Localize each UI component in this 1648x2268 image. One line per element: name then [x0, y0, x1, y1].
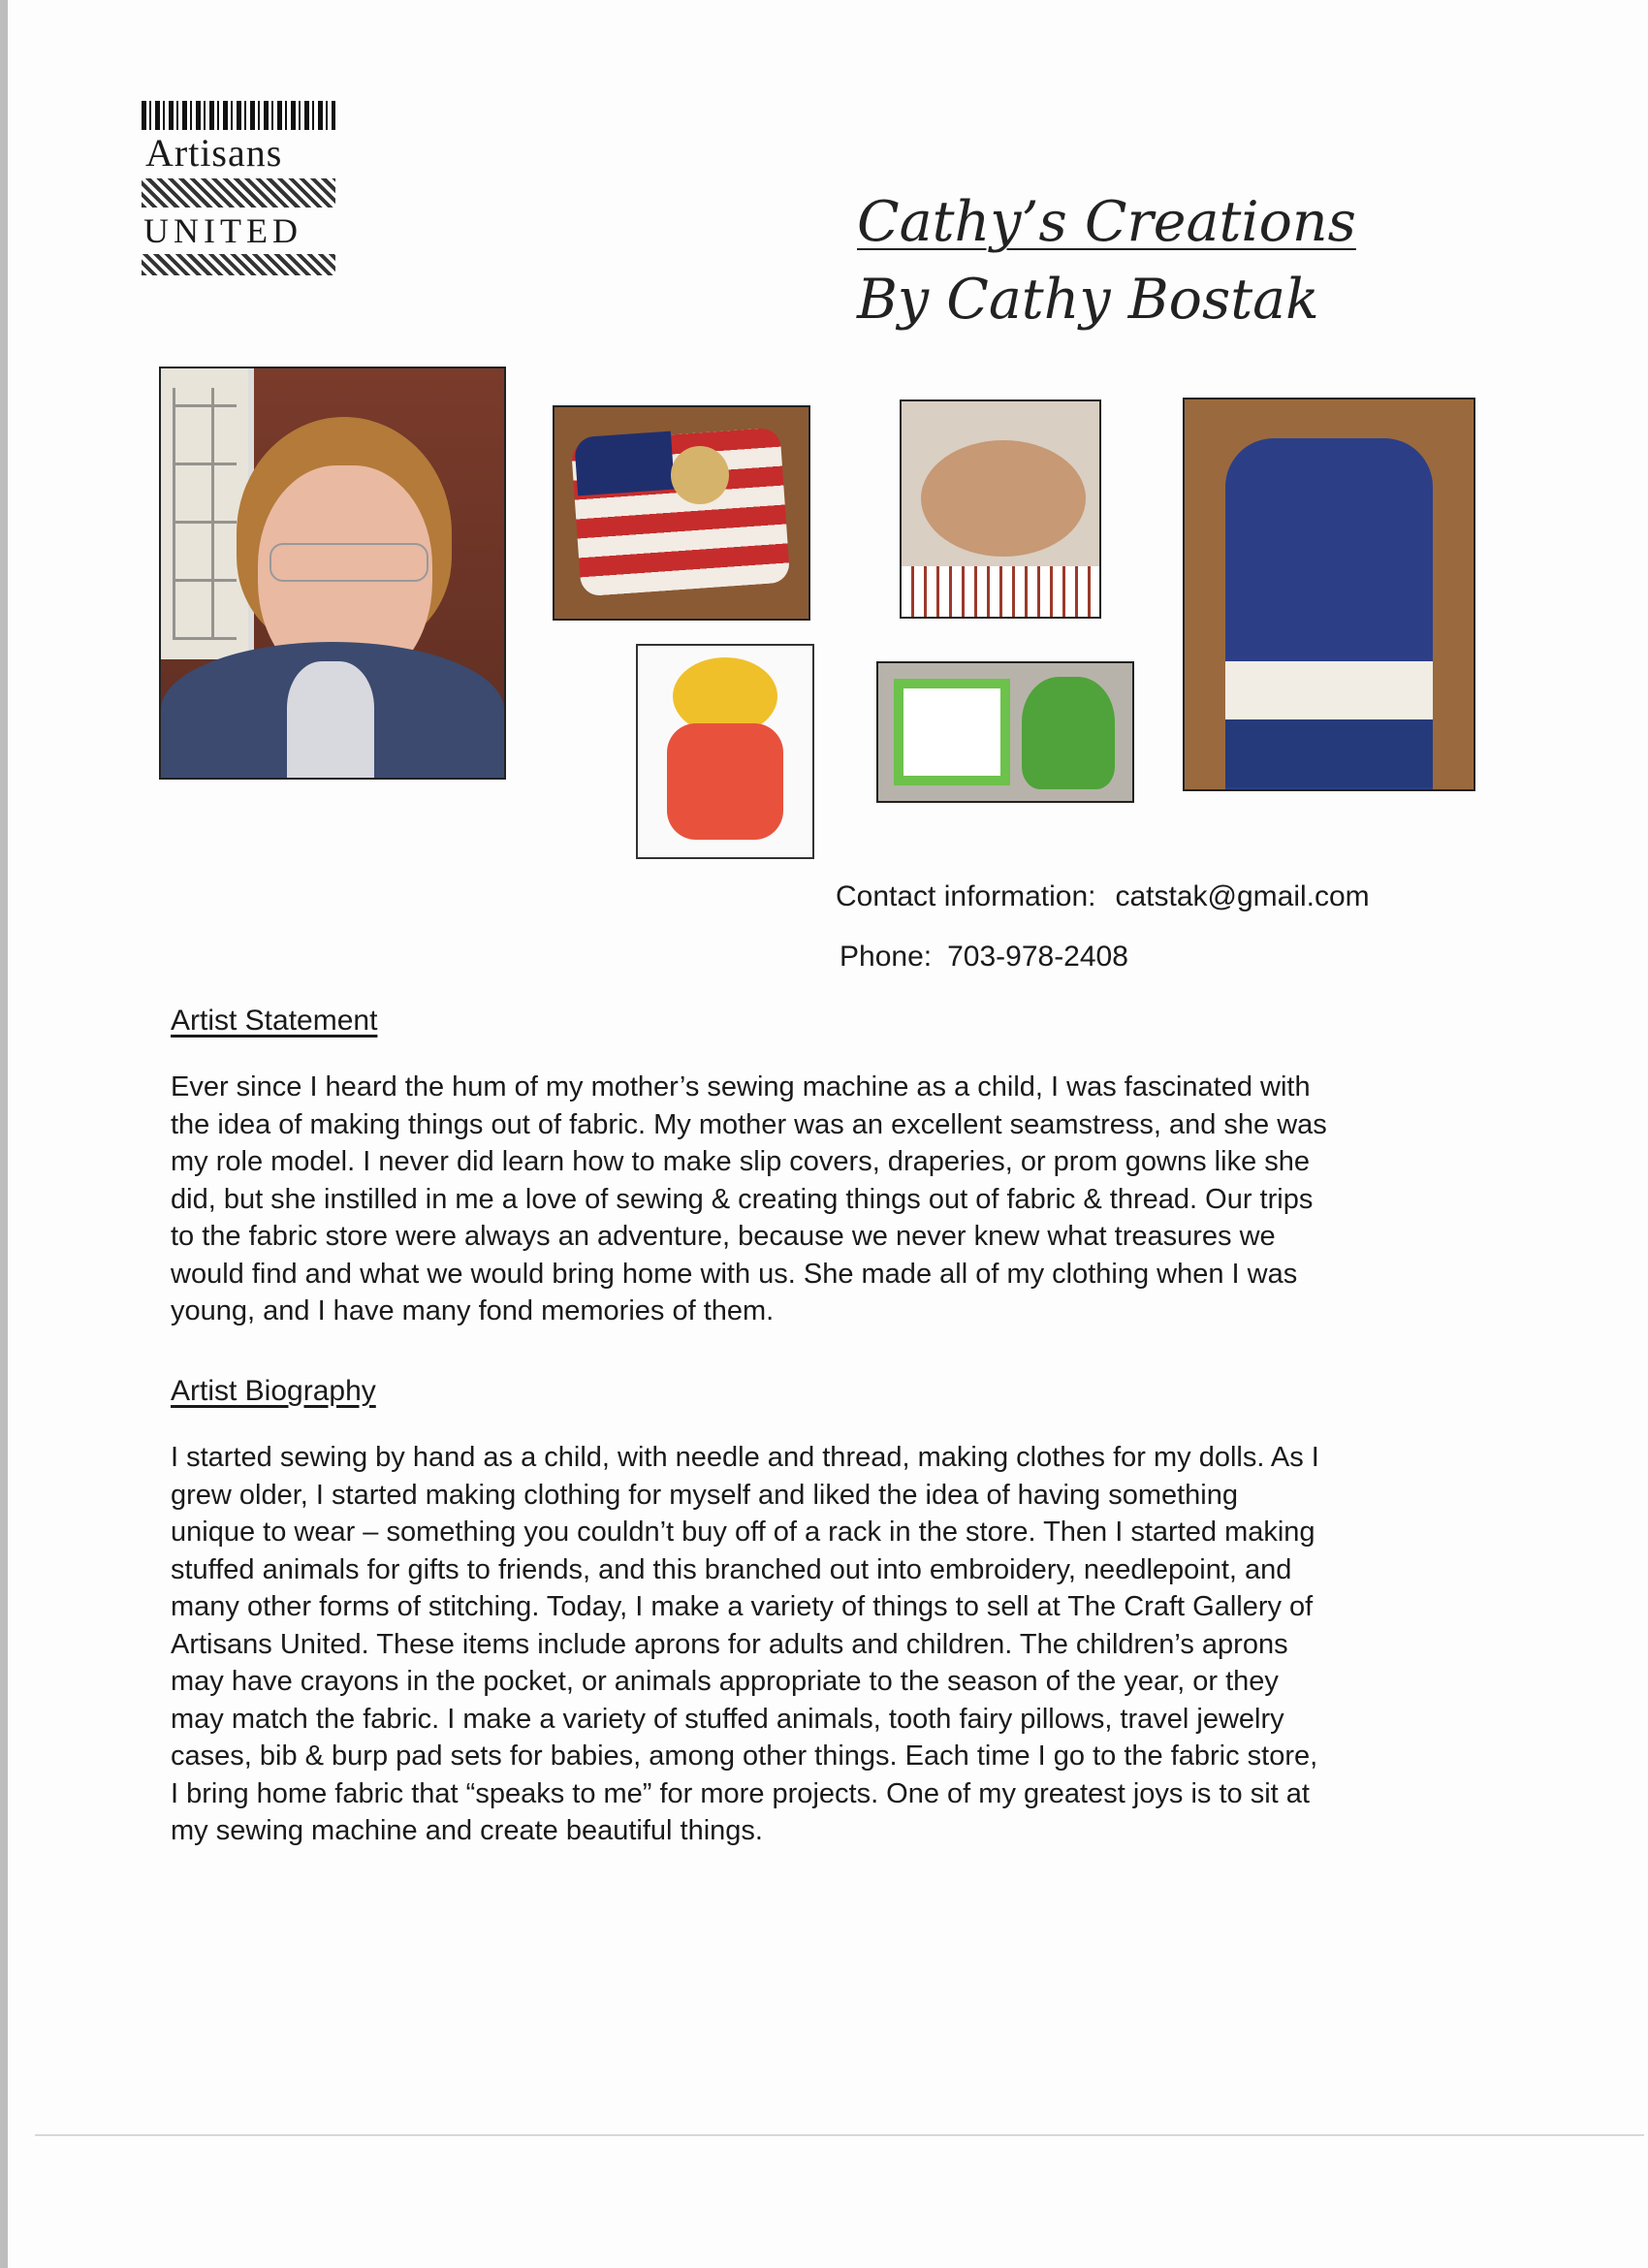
statement-line: my role model. I never did learn how to make slip covers, draperies, or prom gowns like she — [171, 1146, 1311, 1177]
contact-info — [836, 880, 1370, 913]
pillow-canton — [574, 431, 675, 496]
biography-line: may have crayons in the pocket, or animals appropriate to the season of the year, or they — [171, 1666, 1279, 1697]
contact-email: catstak@gmail.com — [1115, 880, 1370, 912]
child-apron-photo — [1183, 398, 1475, 791]
apron-band — [1225, 661, 1433, 719]
statement-line: young, and I have many fond memories of them. — [171, 1295, 775, 1326]
artist-portrait-photo — [159, 367, 506, 780]
biography-line: many other forms of stitching. Today, I make a variety of things to sell at The Craft Gallery of — [171, 1591, 1314, 1622]
page-title — [857, 190, 1439, 332]
logo-stripe — [142, 101, 335, 130]
portrait-jacket — [161, 642, 504, 778]
burp-pad — [894, 679, 1010, 785]
bib-burp-set-photo — [876, 661, 1134, 803]
biography-line: unique to wear – something you couldn’t buy off of a rack in the store. Then I started making — [171, 1517, 1315, 1548]
doll-body — [667, 723, 783, 840]
biography-line: I bring home fabric that “speaks to me” for more projects. One of my greatest joys is to sit at — [171, 1777, 1310, 1809]
logo-word-united: UNITED — [143, 211, 302, 250]
flag-pillow-photo — [553, 405, 810, 621]
statement-line: to the fabric store were always an adventure, because we never knew what treasures we — [171, 1221, 1276, 1252]
scan-edge — [0, 0, 8, 2268]
artist-statement-text — [171, 1069, 1508, 1330]
pig-body — [921, 440, 1086, 557]
biography-line: cases, bib & burp pad sets for babies, among other things. Each time I go to the fabric store, — [171, 1741, 1318, 1772]
logo-word-artisans: Artisans — [145, 131, 283, 175]
apron-hem — [1225, 719, 1433, 787]
statement-line: the idea of making things out of fabric. My mother was an excellent seamstress, and she was — [171, 1108, 1327, 1140]
phone-info — [840, 941, 1128, 974]
statement-line: did, but she instilled in me a love of sewing & creating things out of fabric & thread. Our trips — [171, 1183, 1314, 1215]
title-line-2: By Cathy Bostak — [857, 267, 1319, 332]
phone-label: Phone: — [840, 941, 933, 973]
biography-line: my sewing machine and create beautiful things. — [171, 1815, 763, 1846]
artist-statement-heading: Artist Statement — [171, 1005, 378, 1037]
artisans-united-logo — [142, 101, 345, 304]
phone-number: 703-978-2408 — [947, 941, 1128, 973]
biography-line: may match the fabric. I make a variety of stuffed animals, tooth fairy pillows, travel jewelry — [171, 1703, 1284, 1735]
bib — [1022, 677, 1115, 789]
logo-pattern-bottom — [142, 254, 335, 275]
footer-divider — [35, 2134, 1644, 2136]
tooth-fairy-doll-photo — [636, 644, 814, 859]
title-line-1: Cathy’s Creations — [857, 190, 1356, 254]
statement-line: would find and what we would bring home with us. She made all of my clothing when I was — [171, 1258, 1298, 1290]
biography-line: Artisans United. These items include aprons for adults and children. The children’s aprons — [171, 1628, 1288, 1660]
portrait-glasses — [269, 543, 428, 582]
artist-biography-heading: Artist Biography — [171, 1375, 376, 1407]
biography-line: I started sewing by hand as a child, with needle and thread, making clothes for my dolls. As I — [171, 1442, 1319, 1473]
pig-cloth — [902, 566, 1099, 617]
stuffed-pig-photo — [900, 399, 1101, 619]
statement-line: Ever since I heard the hum of my mother’s sewing machine as a child, I was fascinated with — [171, 1071, 1311, 1102]
biography-line: stuffed animals for gifts to friends, and this branched out into embroidery, needlepoint, and — [171, 1553, 1292, 1585]
contact-label: Contact information: — [836, 880, 1096, 912]
artist-biography-text — [171, 1439, 1508, 1850]
logo-pattern — [142, 178, 335, 208]
pillow-bow — [671, 446, 729, 504]
biography-line: grew older, I started making clothing for myself and liked the idea of having something — [171, 1479, 1238, 1511]
